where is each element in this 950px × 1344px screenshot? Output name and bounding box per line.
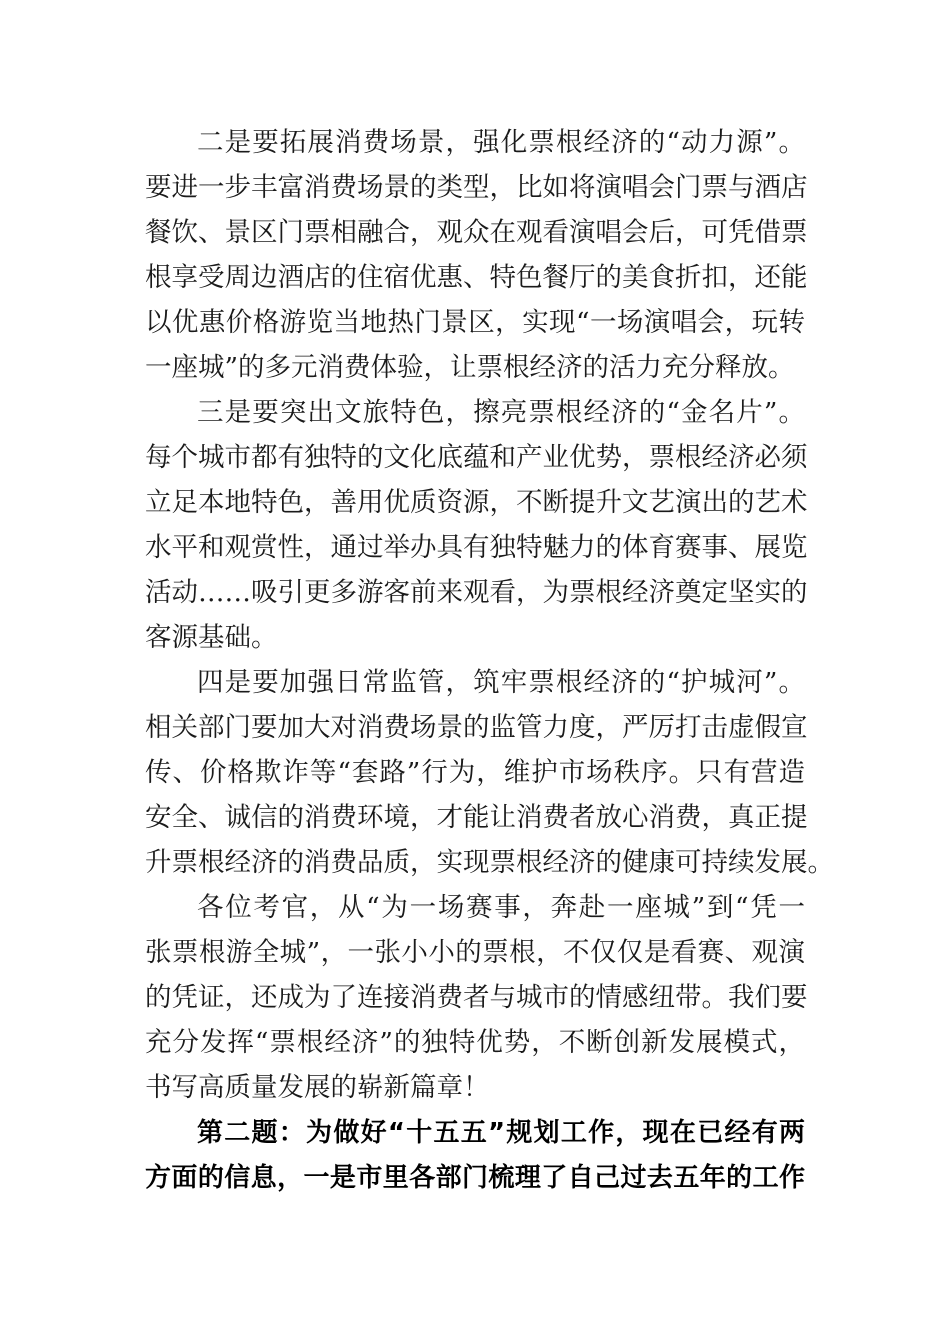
paragraph-2-line-6: 客源基础。: [145, 622, 278, 653]
paragraph-1-line-5: 以优惠价格游览当地热门景区，实现“一场演唱会，玩转: [145, 307, 805, 338]
paragraph-1-line-2: 要进一步丰富消费场景的类型，比如将演唱会门票与酒店: [145, 172, 808, 203]
paragraph-3-line-5: 升票根经济的消费品质，实现票根经济的健康可持续发展。: [145, 847, 834, 878]
paragraph-3-line-4: 安全、诚信的消费环境，才能让消费者放心消费，真正提: [145, 802, 808, 833]
paragraph-4-line-2: 张票根游全城”，一张小小的票根，不仅仅是看赛、观演: [145, 937, 805, 968]
paragraph-2-line-2: 每个城市都有独特的文化底蕴和产业优势，票根经济必须: [145, 442, 808, 473]
paragraph-4-line-4: 充分发挥“票根经济”的独特优势，不断创新发展模式，: [145, 1027, 805, 1058]
paragraph-3-line-3: 传、价格欺诈等“套路”行为，维护市场秩序。只有营造: [145, 757, 805, 788]
paragraph-4-line-5: 书写高质量发展的崭新篇章！: [145, 1072, 490, 1103]
paragraph-4-line-1: 各位考官，从“为一场赛事，奔赴一座城”到“凭一: [197, 892, 805, 923]
paragraph-2-line-3: 立足本地特色，善用优质资源，不断提升文艺演出的艺术: [145, 487, 808, 518]
paragraph-2-line-5: 活动……吸引更多游客前来观看，为票根经济奠定坚实的: [145, 577, 808, 608]
question-2-line-2: 方面的信息，一是市里各部门梳理了自己过去五年的工作: [145, 1163, 805, 1193]
paragraph-4-line-3: 的凭证，还成为了连接消费者与城市的情感纽带。我们要: [145, 982, 808, 1013]
paragraph-3-line-1: 四是要加强日常监管，筑牢票根经济的“护城河”。: [197, 667, 805, 698]
paragraph-1-line-3: 餐饮、景区门票相融合，观众在观看演唱会后，可凭借票: [145, 217, 808, 248]
paragraph-3-line-2: 相关部门要加大对消费场景的监管力度，严厉打击虚假宣: [145, 712, 808, 743]
question-2-line-1: 第二题：为做好“十五五”规划工作，现在已经有两: [197, 1118, 805, 1148]
paragraph-2-line-4: 水平和观赏性，通过举办具有独特魅力的体育赛事、展览: [145, 532, 808, 563]
paragraph-1-line-1: 二是要拓展消费场景，强化票根经济的“动力源”。: [197, 127, 805, 158]
paragraph-1-line-4: 根享受周边酒店的住宿优惠、特色餐厅的美食折扣，还能: [145, 262, 808, 293]
paragraph-1-line-6: 一座城”的多元消费体验，让票根经济的活力充分释放。: [145, 352, 795, 383]
paragraph-2-line-1: 三是要突出文旅特色，擦亮票根经济的“金名片”。: [197, 397, 805, 428]
